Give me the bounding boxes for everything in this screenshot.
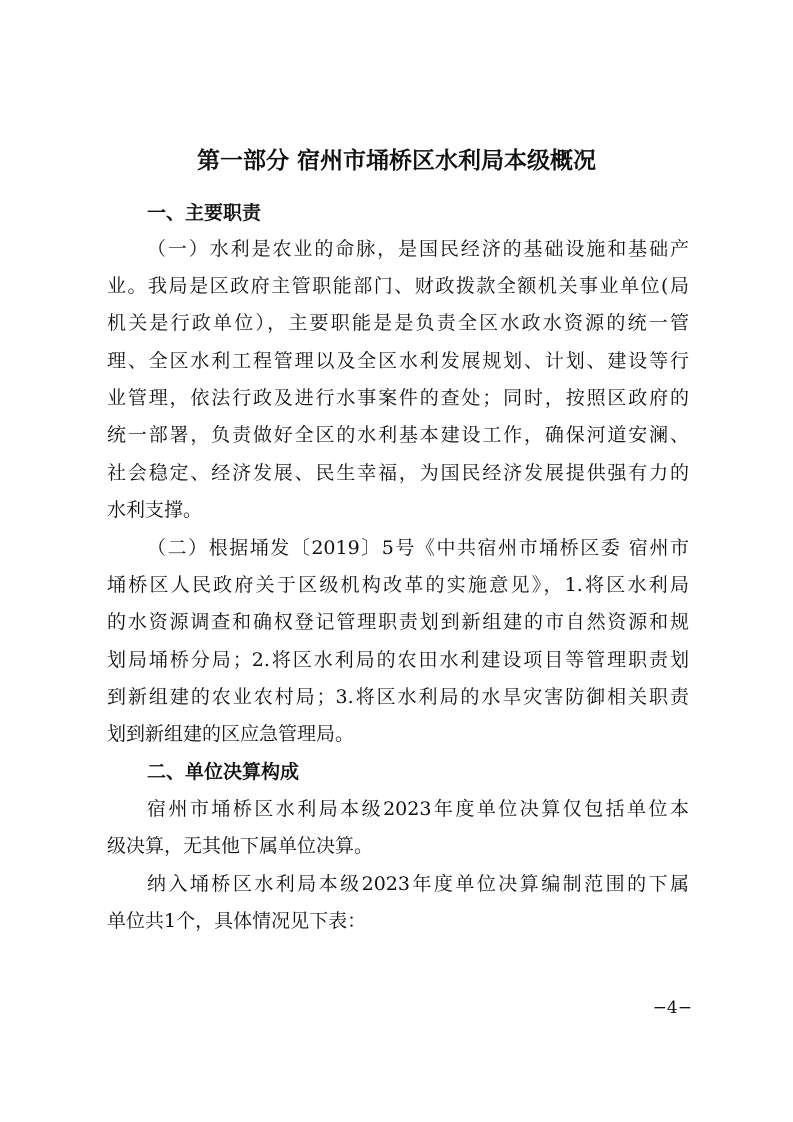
paragraph-line: （一）水利是农业的命脉，是国民经济的基础设施和基础产: [147, 238, 689, 260]
page-number: −4−: [652, 998, 692, 1018]
paragraph-line: 机关是行政单位），主要职能是是负责全区水政水资源的统一管: [107, 312, 689, 334]
page-title: 第一部分 宿州市埇桥区水利局本级概况: [196, 148, 596, 174]
paragraph-line: 级决算，无其他下属单位决算。: [107, 835, 374, 857]
paragraph-line: 宿州市埇桥区水利局本级2023年度单位决算仅包括单位本: [147, 798, 689, 820]
paragraph-line: 划局埇桥分局；2.将区水利局的农田水利建设项目等管理职责划: [107, 649, 689, 671]
section-heading-main-duties: 一、主要职责: [147, 202, 262, 224]
paragraph-line: （二）根据埇发〔2019〕5号《中共宿州市埇桥区委 宿州市: [147, 537, 689, 559]
section-heading-budget-composition: 二、单位决算构成: [147, 761, 300, 783]
paragraph-line: 的水资源调查和确权登记管理职责划到新组建的市自然资源和规: [107, 611, 689, 633]
paragraph-line: 水利支撑。: [107, 499, 203, 521]
paragraph-line: 到新组建的农业农村局；3.将区水利局的水旱灾害防御相关职责: [107, 686, 689, 708]
paragraph-line: 业。我局是区政府主管职能部门、财政拨款全额机关事业单位(局: [107, 275, 689, 297]
paragraph-line: 业管理，依法行政及进行水事案件的查处；同时，按照区政府的: [107, 387, 689, 409]
paragraph-line: 单位共1个，具体情况见下表：: [107, 910, 367, 932]
paragraph-line: 统一部署，负责做好全区的水利基本建设工作，确保河道安澜、: [107, 424, 689, 446]
paragraph-line: 纳入埇桥区水利局本级2023年度单位决算编制范围的下属: [147, 873, 689, 895]
paragraph-line: 理、全区水利工程管理以及全区水利发展规划、计划、建设等行: [107, 350, 689, 372]
paragraph-line: 埇桥区人民政府关于区级机构改革的实施意见》，1.将区水利局: [107, 574, 689, 596]
paragraph-line: 划到新组建的区应急管理局。: [107, 723, 355, 745]
paragraph-line: 社会稳定、经济发展、民生幸福，为国民经济发展提供强有力的: [107, 462, 689, 484]
